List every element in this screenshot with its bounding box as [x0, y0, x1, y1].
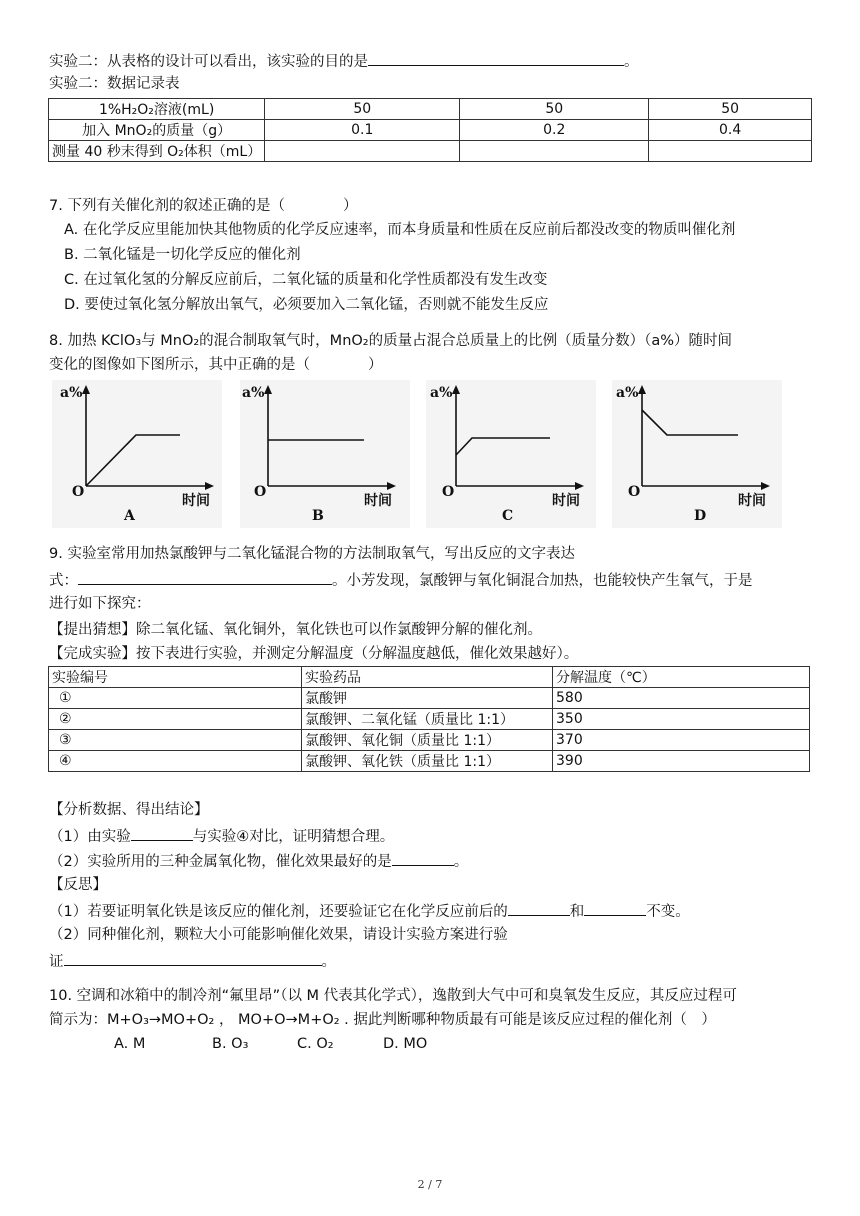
table-cell-empty[interactable] — [460, 141, 649, 162]
q9-reflect-title: 【反思】 — [49, 877, 107, 893]
q10-option-b: B. O₃ — [212, 1036, 249, 1052]
answer-blank[interactable] — [392, 850, 454, 866]
origin-label: O — [628, 484, 641, 500]
q7-option-b: B. 二氧化锰是一切化学反应的催化剂 — [64, 247, 301, 263]
x-axis-label: 时间 — [364, 493, 392, 509]
answer-blank[interactable] — [584, 900, 646, 916]
q7-option-c: C. 在过氧化氢的分解反应前后，二氧化锰的质量和化学性质都没有发生改变 — [64, 272, 548, 288]
graph-label: D — [694, 508, 707, 524]
table-header-row: 实验编号 实验药品 分解温度（℃） — [49, 667, 810, 688]
q10-stem-line1: 10. 空调和冰箱中的制冷剂“氟里昂”（以 M 代表其化学式），逸散到大气中可和臭氧发生反应，其反应过程可 — [49, 988, 737, 1004]
origin-label: O — [72, 484, 85, 500]
graph-c — [426, 380, 596, 528]
answer-blank[interactable] — [131, 825, 193, 841]
q9-hypothesis: 【提出猜想】除二氧化锰、氧化铜外，氧化铁也可以作氯酸钾分解的催化剂。 — [49, 622, 542, 638]
q8-graphs — [52, 380, 772, 528]
y-axis-label: a% — [616, 385, 639, 401]
table-cell-empty[interactable] — [649, 141, 812, 162]
graph-label: A — [124, 508, 135, 524]
graph-d — [612, 380, 782, 528]
exp2-data-table — [48, 98, 812, 162]
graph-label: C — [502, 508, 514, 524]
y-axis-label: a% — [60, 385, 83, 401]
q8-stem-line2: 变化的图像如下图所示，其中正确的是（ ） — [49, 357, 383, 373]
y-axis-label: a% — [430, 385, 453, 401]
graph-a — [52, 380, 222, 528]
table-row: 1%H₂O₂溶液(mL) 50 50 50 — [49, 99, 812, 120]
q9-analysis-2: （2）实验所用的三种金属氧化物，催化效果最好的是 。 — [49, 850, 468, 872]
q9-stem-line1: 9. 实验室常用加热氯酸钾与二氧化锰混合物的方法制取氧气，写出反应的文字表达 — [49, 546, 575, 562]
answer-blank[interactable] — [64, 950, 322, 966]
q9-reflect-1: （1）若要证明氧化铁是该反应的催化剂，还要验证它在化学反应前后的 和 不变。 — [49, 900, 690, 922]
q7-option-d: D. 要使过氧化氢分解放出氧气，必须要加入二氧化锰，否则就不能发生反应 — [64, 297, 549, 313]
table-row: 加入 MnO₂的质量（g） 0.1 0.2 0.4 — [49, 120, 812, 141]
answer-blank[interactable] — [78, 569, 332, 585]
q8-stem-line1: 8. 加热 KClO₃与 MnO₂的混合制取氧气时，MnO₂的质量占混合总质量上的比例（质量分数）（a%）随时间 — [49, 333, 733, 349]
q10-option-a: A. M — [114, 1036, 146, 1052]
graph-b — [240, 380, 410, 528]
q9-reflect-3: 证 。 — [49, 950, 336, 972]
q7-stem: 7. 下列有关催化剂的叙述正确的是（ ） — [49, 198, 358, 214]
x-axis-label: 时间 — [182, 493, 210, 509]
q10-stem-line2: 简示为：M+O₃→MO+O₂ ， MO+O→M+O₂ . 据此判断哪种物质最有可能是该反应过程的催化剂（ ） — [49, 1012, 716, 1028]
q9-results-table — [48, 666, 810, 772]
q10-option-d: D. MO — [383, 1036, 428, 1052]
x-axis-label: 时间 — [552, 493, 580, 509]
table-row: 测量 40 秒末得到 O₂体积（mL） — [49, 141, 812, 162]
page-number: 2 / 7 — [417, 1178, 443, 1191]
q10-option-c: C. O₂ — [297, 1036, 334, 1052]
q9-analysis-title: 【分析数据、得出结论】 — [49, 802, 209, 818]
table-row: ② 氯酸钾、二氧化锰（质量比 1:1） 350 — [49, 709, 810, 730]
origin-label: O — [442, 484, 455, 500]
q9-analysis-1: （1）由实验 与实验④对比，证明猜想合理。 — [49, 825, 394, 847]
q9-reflect-2: （2）同种催化剂，颗粒大小可能影响催化效果，请设计实验方案进行验 — [49, 927, 508, 943]
answer-blank[interactable] — [508, 900, 570, 916]
table-row: ③ 氯酸钾、氧化铜（质量比 1:1） 370 — [49, 730, 810, 751]
table-cell-empty[interactable] — [265, 141, 460, 162]
q9-stem-line3: 进行如下探究： — [49, 596, 151, 612]
graph-label: B — [312, 508, 324, 524]
q9-experiment: 【完成实验】按下表进行实验，并测定分解温度（分解温度越低，催化效果越好）。 — [49, 646, 579, 662]
exp2-purpose: 实验二：从表格的设计可以看出，该实验的目的是 。 — [49, 50, 639, 72]
q7-option-a: A. 在化学反应里能加快其他物质的化学反应速率，而本身质量和性质在反应前后都没改变的物质叫催化剂 — [64, 222, 736, 238]
exp2-table-title: 实验二：数据记录表 — [49, 76, 180, 92]
table-row: ④ 氯酸钾、氧化铁（质量比 1:1） 390 — [49, 751, 810, 772]
table-row: ① 氯酸钾 580 — [49, 688, 810, 709]
q9-stem-line2: 式： 。小芳发现，氯酸钾与氧化铜混合加热，也能较快产生氧气，于是 — [49, 569, 753, 591]
origin-label: O — [254, 484, 267, 500]
x-axis-label: 时间 — [738, 493, 766, 509]
y-axis-label: a% — [242, 385, 265, 401]
answer-blank[interactable] — [368, 50, 624, 66]
